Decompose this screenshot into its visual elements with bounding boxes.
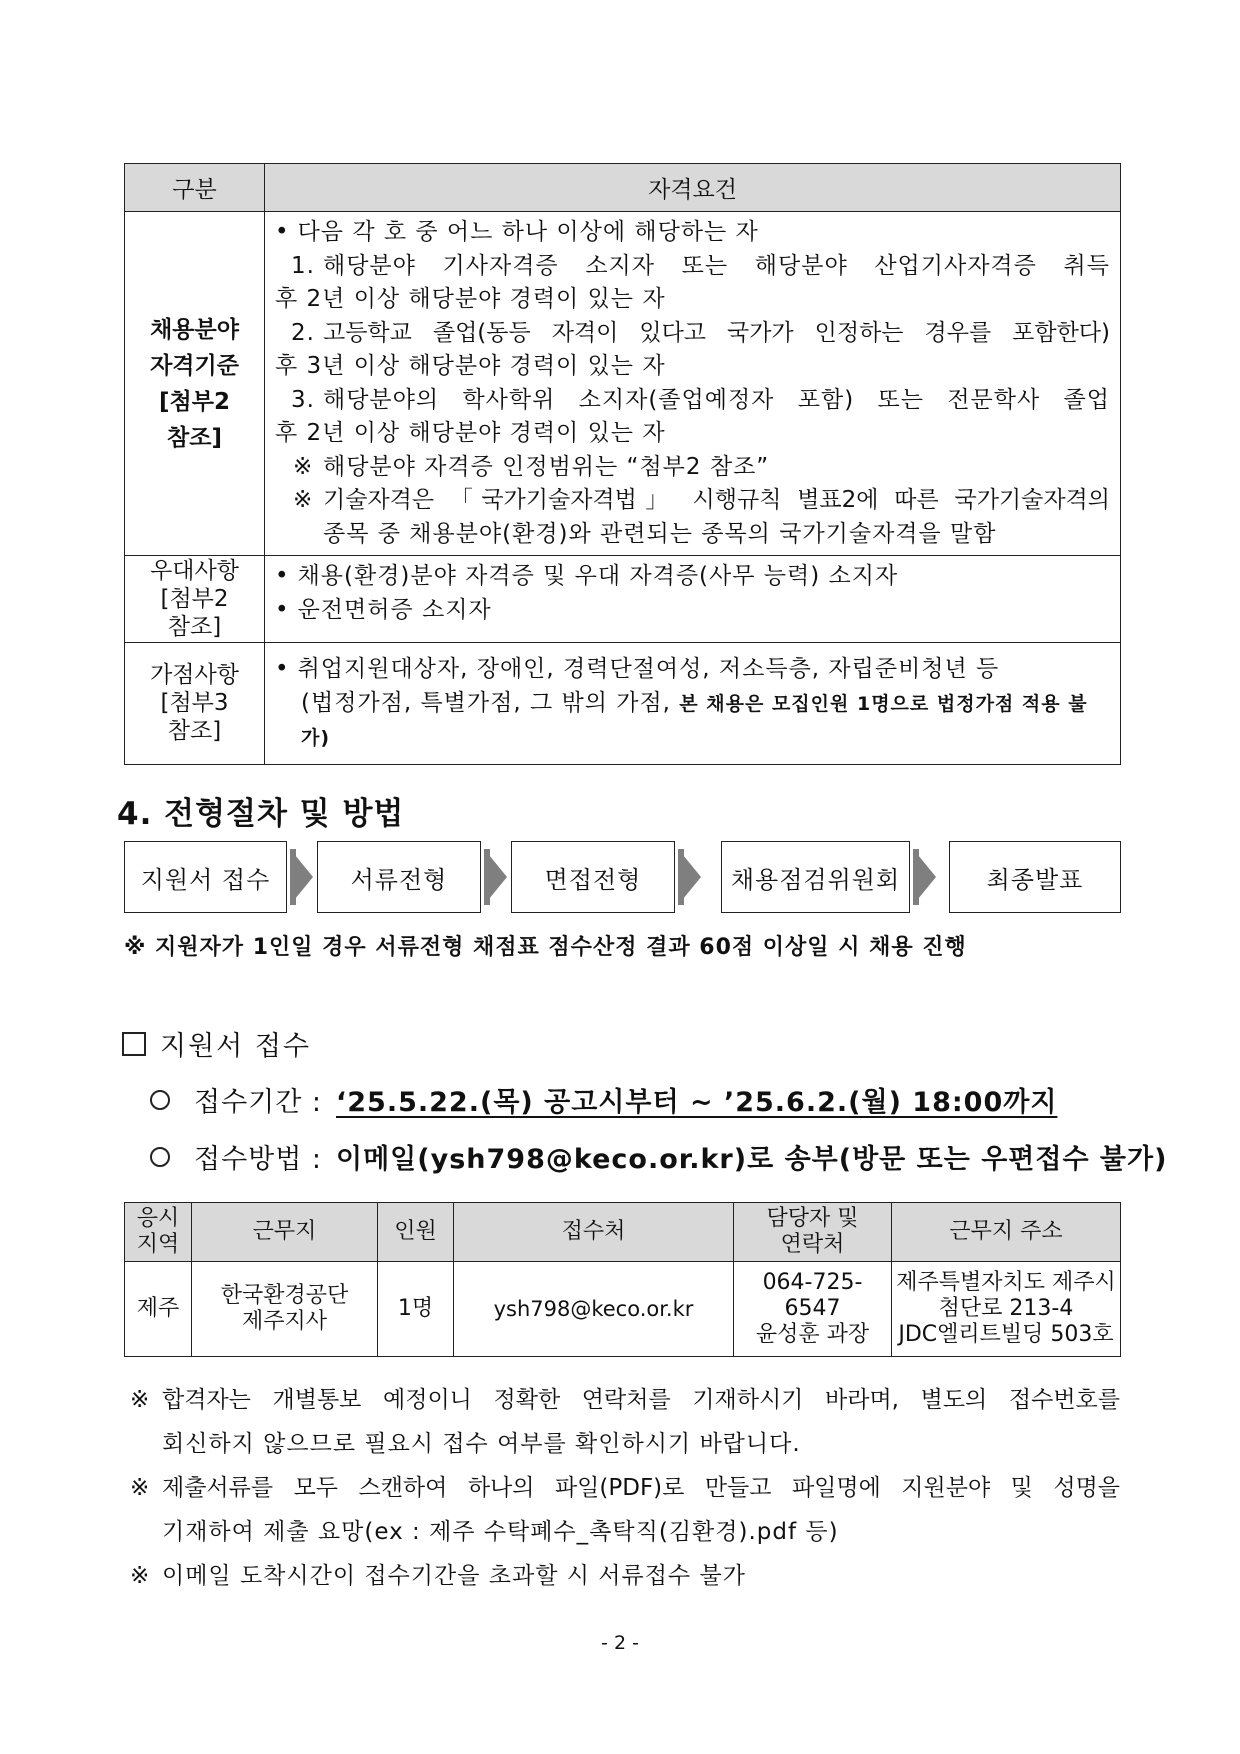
category-line: 자격기준 [150,352,239,379]
item-text: 해당분야의 학사학위 소지자(졸업예정자 포함) 또는 전문학사 졸업 [323,386,1110,413]
item-continuation [275,283,1110,317]
bullet-item: • 다음 각 호 중 어느 하나 이상에 해당하는 자 [275,216,1110,250]
category-cell [125,212,265,556]
item-text: 해당분야 기사자격증 소지자 또는 해당분야 산업기사자격증 취득 [323,252,1110,279]
note-text: 해당분야 자격증 인정범위는 “첨부2 참조” [323,453,770,480]
qualification-table [124,163,1121,765]
note-item [275,484,1110,518]
note-continuation: 기재하여 제출 요망(ex : 제주 수탁폐수_촉탁직(김환경).pdf 등) [162,1519,839,1545]
numbered-item [275,250,1110,284]
period-label: 접수기간 : [194,1087,323,1118]
note-text: 이메일 도착시간이 접수기간을 초과할 시 서류접수 불가 [162,1563,746,1589]
contact-table [124,1202,1121,1357]
note-text: 제출서류를 모두 스캔하여 하나의 파일(PDF)로 만들고 파일명에 지원분야 및 성명을 [162,1475,1121,1501]
category-line: 채용분야 [150,316,239,343]
item-continuation [275,350,1110,384]
arrow-right-icon [295,855,313,899]
bullet-item: • 취업지원대상자, 장애인, 경력단절여성, 저소득층, 자립준비청년 등 [275,653,1110,687]
category-line: 참조] [167,424,222,451]
process-step: 서류전형 [317,841,481,913]
item-text: 후 2년 이상 해당분야 경력이 있는 자 [275,420,666,446]
item-text: 고등학교 졸업(동등 자격이 있다고 국가가 인정하는 경우를 포함한다) [323,319,1110,346]
header-region: 응시 지역 [125,1203,192,1262]
note-item [130,1554,1120,1598]
method-label: 접수방법 : [194,1144,323,1175]
sub-text-plain: (법정가점, 특별가점, 그 밖의 가점, [301,689,680,716]
header-manager: 담당자 및 연락처 [734,1203,892,1262]
requirements-cell [265,212,1121,556]
process-flow [124,841,1121,913]
application-period [150,1080,1057,1119]
numbered-item [275,317,1110,351]
period-value: ‘25.5.22.(목) 공고시부터 ~ ’25.6.2.(월) 18:00까지 [336,1087,1058,1118]
category-line: 가점사항 [150,662,239,689]
note-mark: ※ [130,1475,151,1501]
header-requirements: 자격요건 [265,164,1121,212]
note-mark: ※ [130,1563,151,1589]
note-mark: ※ [293,487,314,513]
bullet-item: • 운전면허증 소지자 [275,594,1110,628]
header-reception: 접수처 [454,1203,734,1262]
sub-text-bold: 본 채용은 모집인원 1명으로 법정가점 적용 불가) [301,692,1088,749]
address-cell: 제주특별자치도 제주시 첨단로 213-4 JDC엘리트빌딩 503호 [892,1262,1121,1357]
subsection-title: 지원서 접수 [160,1031,311,1062]
category-line: 참조] [167,614,222,640]
table-row [125,1262,1121,1357]
process-step: 최종발표 [949,841,1121,913]
method-value: 이메일(ysh798@keco.or.kr)로 송부(방문 또는 우편접수 불가) [336,1144,1168,1175]
preference-cell [265,556,1121,643]
note-continuation: 종목 중 채용분야(환경)와 관련되는 종목의 국가기술자격을 말함 [323,520,997,547]
header-address: 근무지 주소 [892,1203,1121,1262]
region-cell: 제주 [125,1262,192,1357]
bullet-item: • 채용(환경)분야 자격증 및 우대 자격증(사무 능력) 소지자 [275,560,1110,594]
arrow-right-icon [489,855,507,899]
manager-cell: 064-725-6547 윤성훈 과장 [734,1262,892,1357]
arrow-right-icon [918,855,936,899]
note-mark: ※ [130,1387,151,1413]
header-workplace: 근무지 [192,1203,378,1262]
note-item [275,451,1110,485]
qualification-table-header [125,164,1121,212]
process-note: ※ 지원자가 1인일 경우 서류전형 채점표 점수산정 결과 60점 이상일 시 채용 진행 [124,935,967,960]
note-text: 합격자는 개별통보 예정이니 정확한 연락처를 기재하시기 바라며, 별도의 접수번호를 [162,1387,1120,1413]
circle-bullet-icon [150,1090,170,1110]
note-continuation: 회신하지 않으므로 필요시 접수 여부를 확인하시기 바랍니다. [162,1431,801,1457]
table-row [125,643,1121,765]
category-line: 참조] [167,718,222,745]
contact-table-header [125,1203,1121,1262]
page-number: - 2 - [601,1632,639,1654]
numbered-item [275,384,1110,418]
item-number: 2. [291,319,315,346]
process-step: 채용점검위원회 [721,841,910,913]
process-step: 지원서 접수 [124,841,287,913]
application-method [150,1137,1167,1176]
process-step: 면접전형 [511,841,675,913]
item-number: 3. [291,386,315,413]
notes-list [130,1378,1120,1598]
category-line: [첨부2 [159,388,230,415]
subsection-heading [122,1024,311,1063]
note-mark: ※ [293,453,314,480]
circle-bullet-icon [150,1147,170,1167]
category-cell [125,556,265,643]
header-category: 구분 [125,164,265,212]
note-text: 기술자격은 「국가기술자격법」 시행규칙 별표2에 따른 국가기술자격의 [323,487,1110,513]
square-bullet-icon [122,1032,146,1056]
category-line: 우대사항 [150,558,239,584]
category-cell [125,643,265,765]
note-item [130,1378,1120,1422]
item-text: 후 2년 이상 해당분야 경력이 있는 자 [275,286,666,312]
reception-email[interactable]: ysh798@keco.or.kr [454,1262,734,1357]
item-text: 후 3년 이상 해당분야 경력이 있는 자 [275,353,666,379]
section-title: 4. 전형절차 및 방법 [117,796,405,832]
item-continuation [275,417,1110,451]
table-row [125,556,1121,643]
arrow-right-icon [683,855,701,899]
category-line: [첨부2 [160,586,229,612]
note-item [130,1466,1120,1510]
count-cell: 1명 [378,1262,454,1357]
bonus-cell [265,643,1121,765]
category-line: [첨부3 [160,690,229,717]
bullet-sub-text [275,687,1110,756]
item-number: 1. [291,252,315,279]
workplace-cell: 한국환경공단 제주지사 [192,1262,378,1357]
header-count: 인원 [378,1203,454,1262]
table-row [125,212,1121,556]
